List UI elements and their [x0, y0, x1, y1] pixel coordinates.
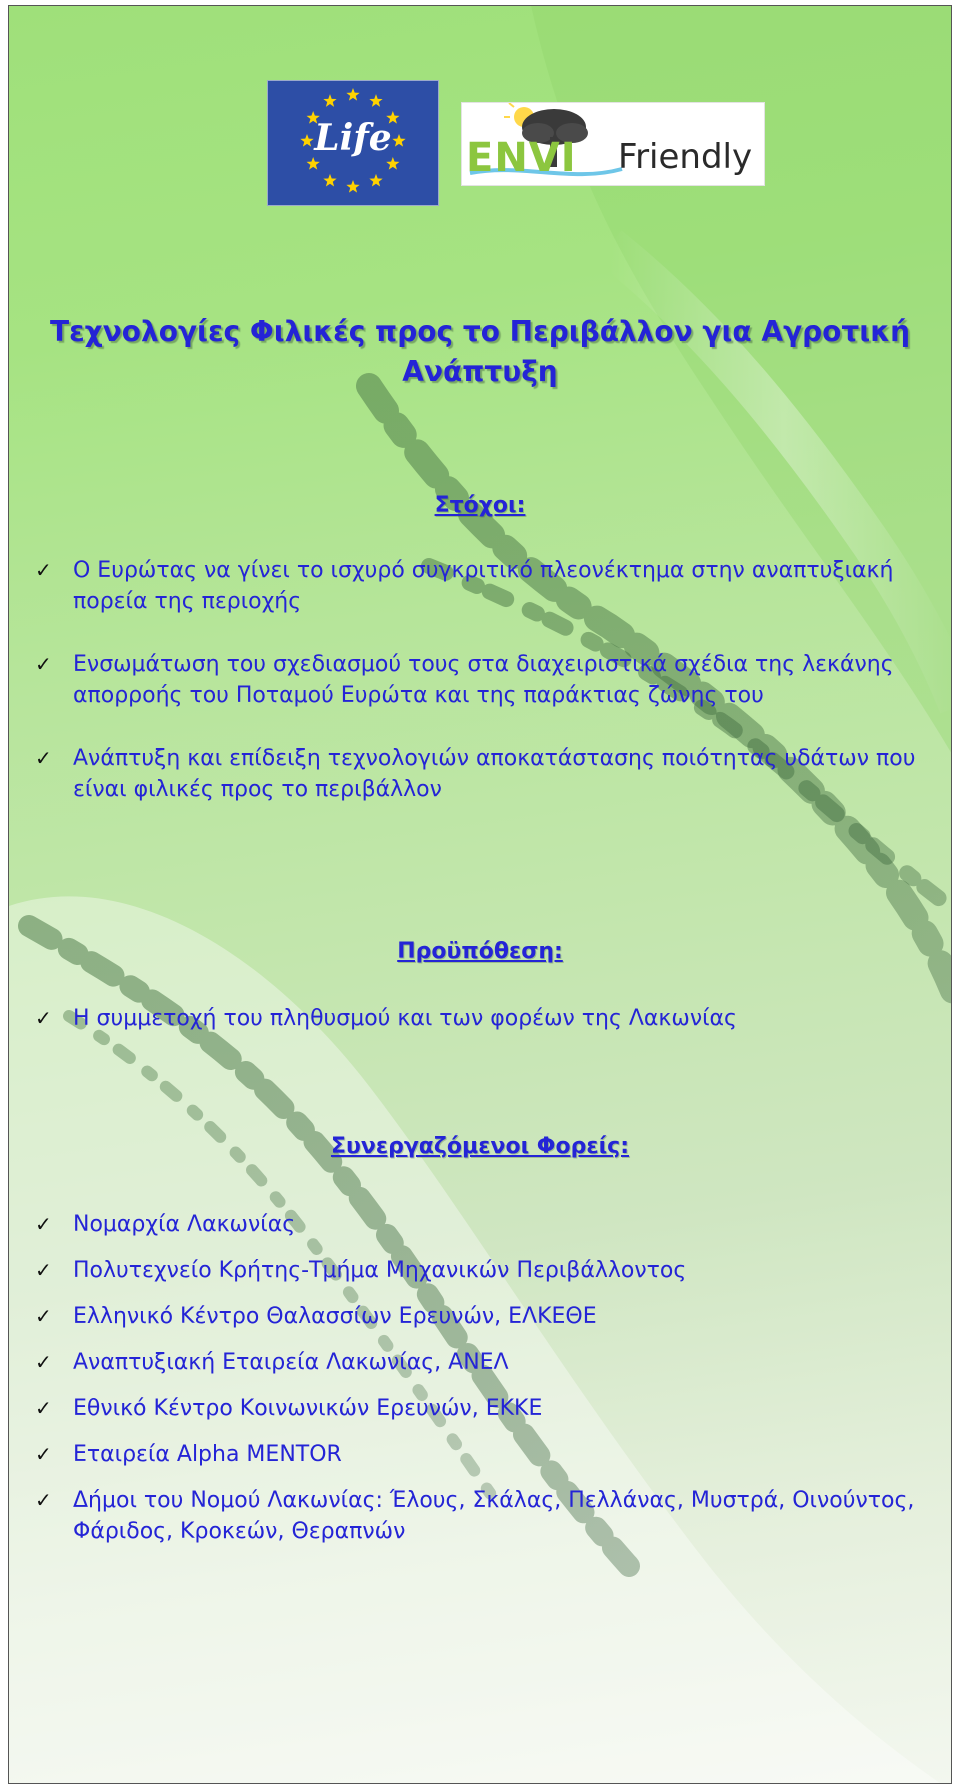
list-item: ✓ Δήμοι του Νομού Λακωνίας: Έλους, Σκάλας, Πελλάνας, Μυστρά, Οινούντος, Φάριδος, Κροκεών, Θεραπνών	[31, 1485, 931, 1547]
list-item: ✓ Εθνικό Κέντρο Κοινωνικών Ερευνών, ΕΚΚΕ	[31, 1393, 931, 1424]
list-item: ✓ Ενσωμάτωση του σχεδιασμού τους στα διαχειριστικά σχέδια της λεκάνης απορροής του Ποταμού Ευρώτα και της παράκτιας ζώνης του	[31, 649, 931, 711]
goals-list	[31, 555, 931, 805]
check-icon: ✓	[35, 1304, 52, 1328]
title-line-1: Τεχνολογίες Φιλικές προς το Περιβάλλον για Αγροτική	[49, 315, 911, 348]
check-icon: ✓	[35, 1396, 52, 1420]
eu-star-icon	[346, 88, 359, 101]
check-icon: ✓	[35, 558, 52, 582]
goals-heading: Στόχοι:	[434, 493, 526, 518]
prerequisite-heading: Προϋπόθεση:	[397, 939, 563, 964]
list-item: ✓ Ανάπτυξη και επίδειξη τεχνολογιών αποκατάστασης ποιότητας υδάτων που είναι φιλικές προς το περιβάλλον	[31, 743, 931, 805]
partners-heading: Συνεργαζόμενοι Φορείς:	[330, 1134, 630, 1159]
logo-bar	[9, 78, 951, 208]
envi-friendly-logo	[461, 102, 765, 186]
envi-logo-text: ENVI	[466, 135, 577, 181]
list-item: ✓ Η συμμετοχή του πληθυσμού και των φορέων της Λακωνίας	[31, 1003, 931, 1034]
check-icon: ✓	[35, 652, 52, 676]
list-item: ✓ Ο Ευρώτας να γίνει το ισχυρό συγκριτικό πλεονέκτημα στην αναπτυξιακή πορεία της περιοχής	[31, 555, 931, 617]
friendly-logo-text: Friendly	[618, 137, 753, 177]
poster	[8, 5, 952, 1784]
list-item: ✓ Αναπτυξιακή Εταιρεία Λακωνίας, ΑΝΕΛ	[31, 1347, 931, 1378]
eu-star-icon	[323, 94, 336, 107]
check-icon: ✓	[35, 1488, 52, 1512]
title-line-2: Ανάπτυξη	[402, 355, 558, 388]
list-item: ✓ Πολυτεχνείο Κρήτης-Τμήμα Μηχανικών Περιβάλλοντος	[31, 1255, 931, 1286]
list-item: ✓ Νομαρχία Λακωνίας	[31, 1209, 931, 1240]
page-title	[29, 312, 931, 392]
list-item: ✓ Ελληνικό Κέντρο Θαλασσίων Ερευνών, ΕΛΚΕΘΕ	[31, 1301, 931, 1332]
eu-star-icon	[369, 174, 382, 187]
eu-star-icon	[346, 180, 359, 193]
list-item: ✓ Εταιρεία Alpha MENTOR	[31, 1439, 931, 1470]
prerequisite-list	[31, 1003, 931, 1034]
life-logo-text: Life	[314, 117, 392, 159]
eu-star-icon	[369, 94, 382, 107]
eu-star-icon	[323, 174, 336, 187]
check-icon: ✓	[35, 1006, 52, 1030]
eu-life-logo	[267, 80, 439, 206]
check-icon: ✓	[35, 746, 52, 770]
check-icon: ✓	[35, 1350, 52, 1374]
check-icon: ✓	[35, 1258, 52, 1282]
check-icon: ✓	[35, 1442, 52, 1466]
partners-list	[31, 1209, 931, 1547]
check-icon: ✓	[35, 1212, 52, 1236]
